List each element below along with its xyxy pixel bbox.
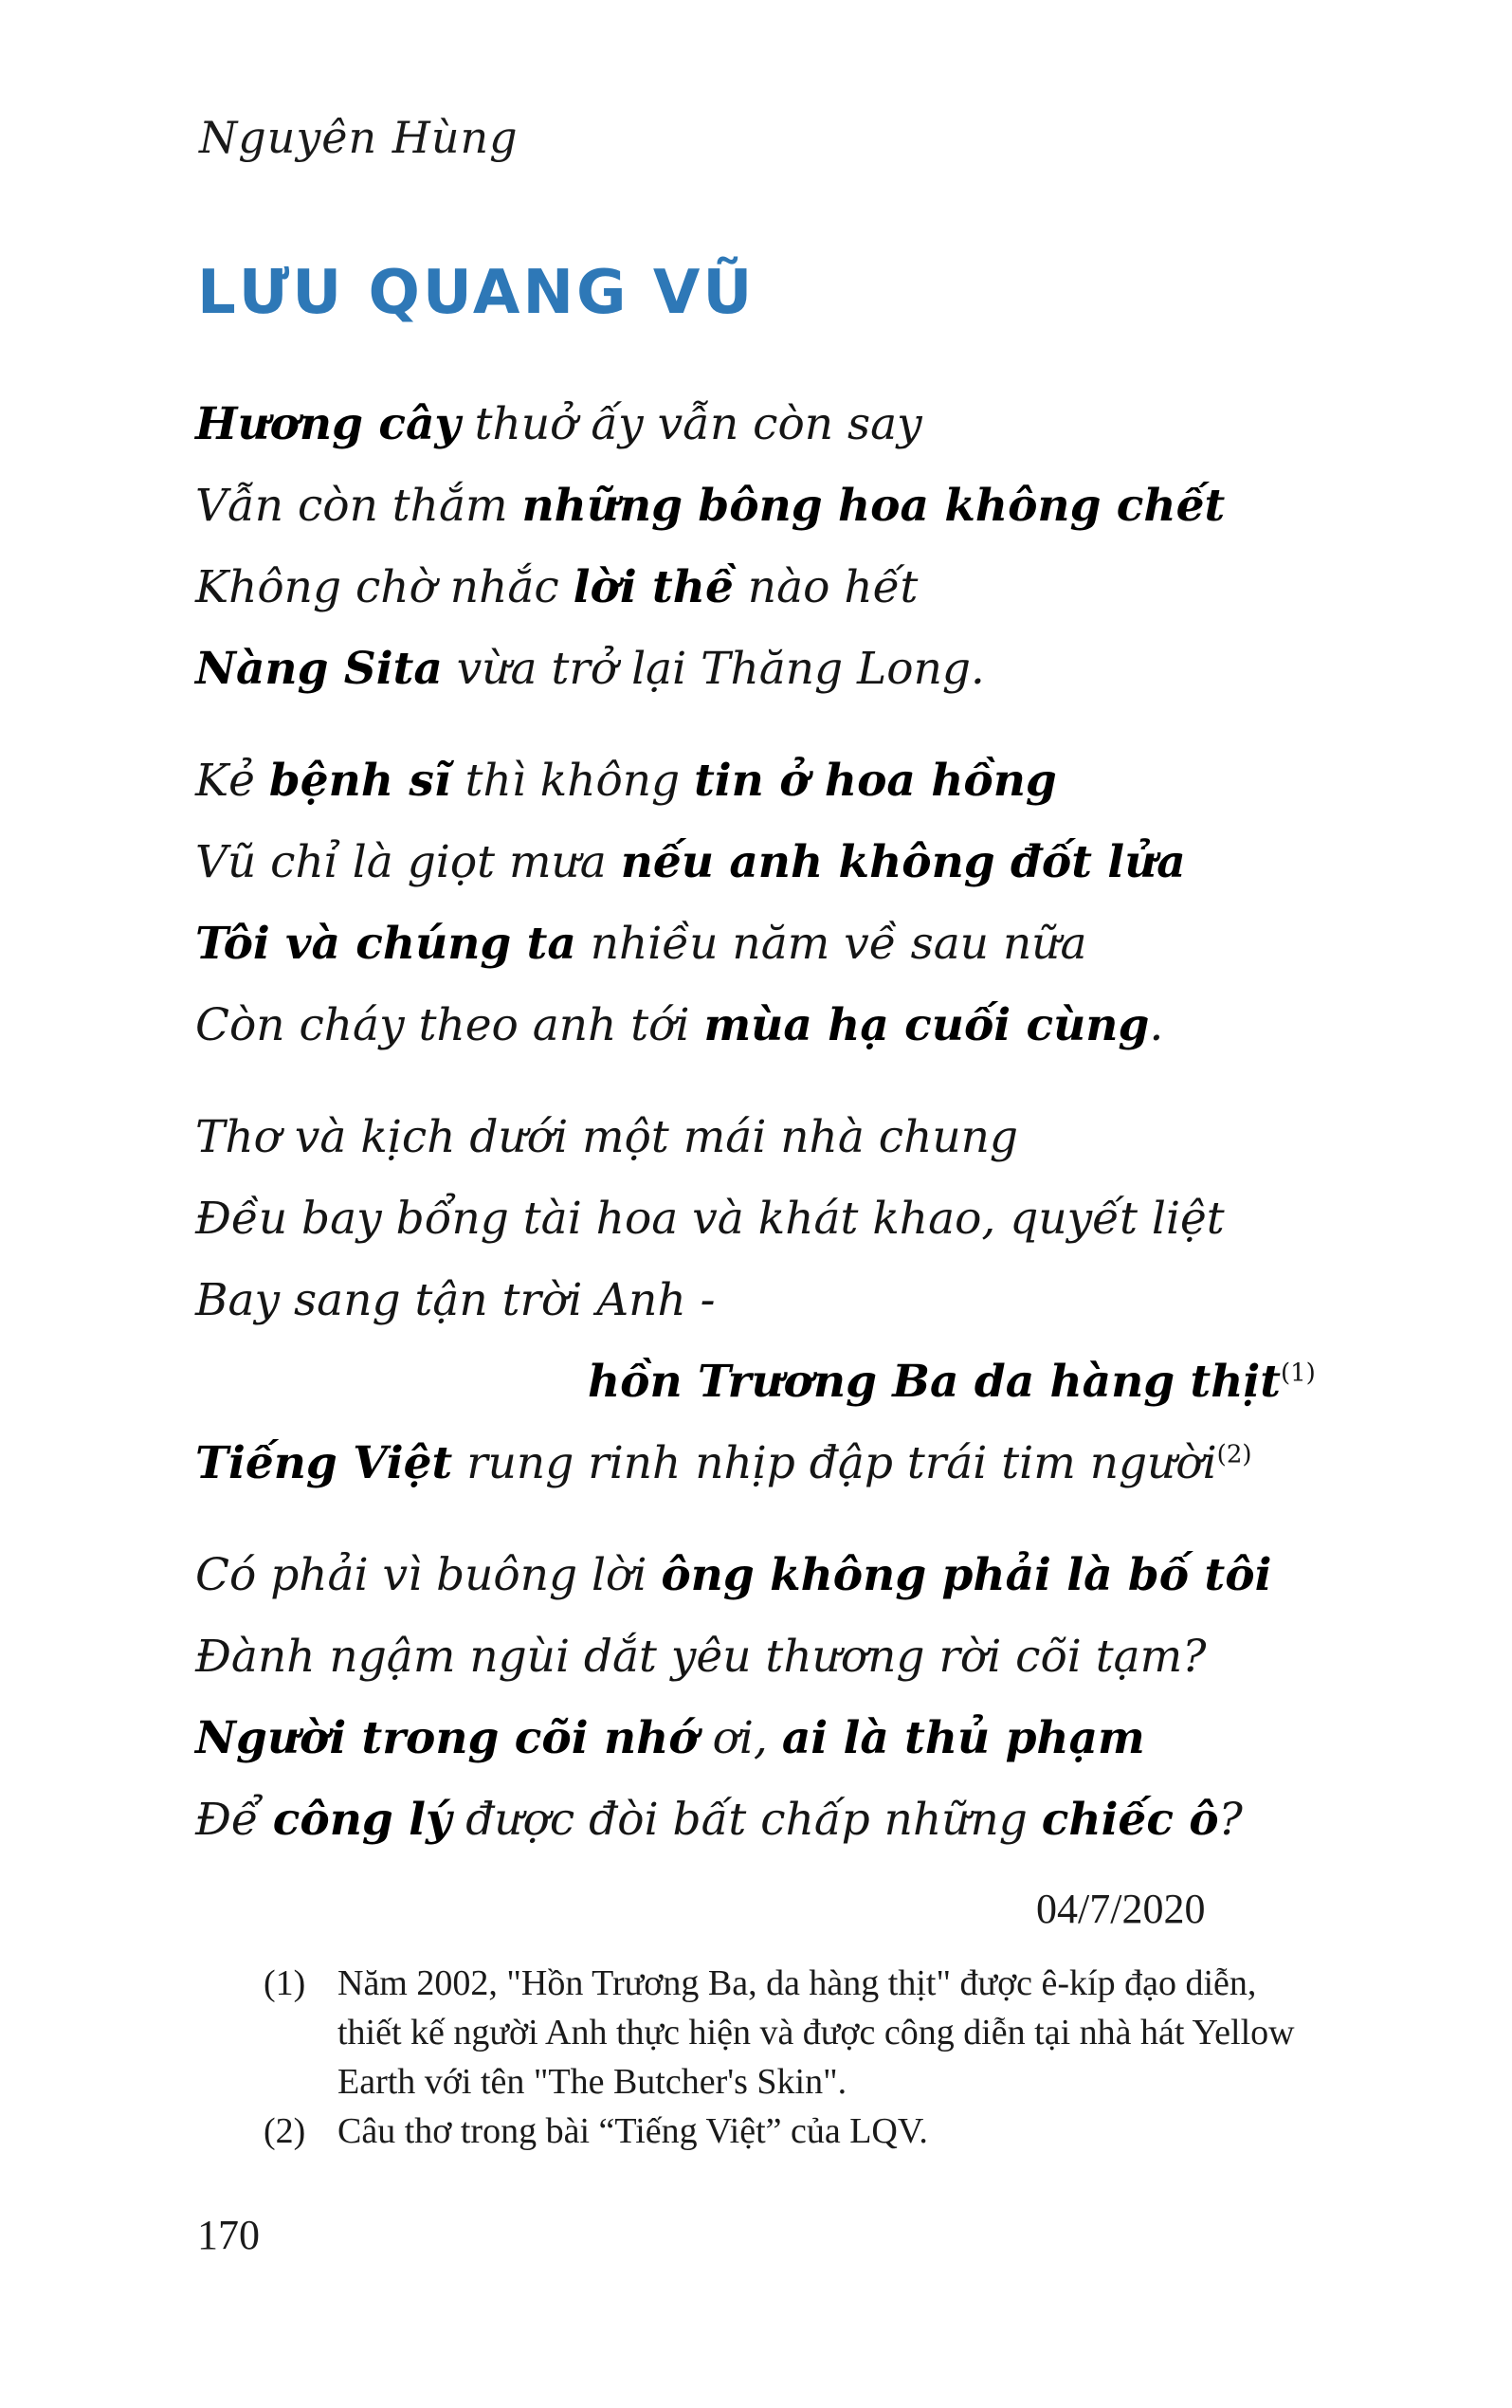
poem-line bbox=[195, 1616, 1333, 1698]
emphasis: Nàng Sita bbox=[195, 643, 443, 695]
line-text: thì không bbox=[450, 755, 695, 807]
stanza-4 bbox=[195, 1535, 1333, 1861]
line-text: Vẫn còn thắm bbox=[195, 480, 522, 532]
poem-line bbox=[195, 822, 1333, 903]
emphasis: hồn Trương Ba da hàng thịt bbox=[588, 1356, 1281, 1408]
poem-line bbox=[195, 384, 1333, 465]
poem-line bbox=[195, 547, 1333, 629]
stanza-3 bbox=[195, 1097, 1333, 1505]
footnote-number: (2) bbox=[264, 2111, 306, 2151]
emphasis: Người trong cõi nhớ bbox=[195, 1712, 699, 1764]
stanza-2 bbox=[195, 740, 1333, 1067]
poem-line bbox=[195, 1260, 1333, 1341]
emphasis: Tôi và chúng ta bbox=[195, 918, 576, 970]
emphasis: tin ở hoa hồng bbox=[694, 755, 1057, 807]
footnote-ref[interactable]: (2) bbox=[1216, 1440, 1252, 1469]
emphasis: Tiếng Việt bbox=[195, 1437, 453, 1489]
emphasis: bệnh sĩ bbox=[268, 755, 451, 807]
poem-line-indented bbox=[195, 1341, 1333, 1423]
line-text: Kẻ bbox=[195, 755, 269, 807]
line-text: Còn cháy theo anh tới bbox=[195, 999, 704, 1051]
line-text: Để bbox=[195, 1794, 273, 1846]
emphasis: nếu anh không đốt lửa bbox=[620, 836, 1186, 888]
footnote-number: (1) bbox=[264, 1963, 306, 2003]
poem-line bbox=[195, 903, 1333, 985]
emphasis: mùa hạ cuối cùng bbox=[703, 999, 1150, 1051]
poem-line bbox=[195, 1779, 1333, 1861]
poem-line bbox=[195, 465, 1333, 547]
emphasis: ai là thủ phạm bbox=[781, 1712, 1145, 1764]
footnote-item bbox=[264, 2107, 1306, 2156]
poem-line bbox=[195, 1423, 1333, 1505]
line-text: nhiều năm về sau nữa bbox=[575, 918, 1087, 970]
poem-line bbox=[195, 1178, 1333, 1260]
line-text: Bay sang tận trời Anh - bbox=[195, 1274, 716, 1326]
poem-line bbox=[195, 1097, 1333, 1178]
line-text: vừa trở lại Thăng Long. bbox=[442, 643, 985, 695]
emphasis: công lý bbox=[272, 1794, 452, 1846]
poem-date: 04/7/2020 bbox=[1036, 1886, 1206, 1932]
line-text: Không chờ nhắc bbox=[195, 561, 574, 613]
poem-title: LƯU QUANG VŨ bbox=[197, 258, 756, 328]
poem-line bbox=[195, 1535, 1333, 1616]
line-text: ơi, bbox=[698, 1712, 782, 1764]
poem-line bbox=[195, 629, 1333, 710]
line-text: ? bbox=[1218, 1794, 1243, 1846]
line-text: Vũ chỉ là giọt mưa bbox=[195, 836, 621, 888]
emphasis: chiếc ô bbox=[1041, 1794, 1219, 1846]
line-text: nào hết bbox=[733, 561, 919, 613]
footnote-text: Câu thơ trong bài “Tiếng Việt” của LQV. bbox=[337, 2111, 928, 2151]
line-text: . bbox=[1149, 999, 1164, 1051]
line-text: được đòi bất chấp những bbox=[451, 1794, 1042, 1846]
stanza-1 bbox=[195, 384, 1333, 710]
line-text: Có phải vì buông lời bbox=[195, 1549, 662, 1601]
poem-line bbox=[195, 740, 1333, 822]
emphasis: những bông hoa không chết bbox=[521, 480, 1226, 532]
footnote-ref[interactable]: (1) bbox=[1280, 1359, 1316, 1388]
footnotes bbox=[264, 1959, 1306, 2156]
poem-line bbox=[195, 1698, 1333, 1779]
line-text: Thơ và kịch dưới một mái nhà chung bbox=[195, 1111, 1019, 1163]
line-text: Đành ngậm ngùi dắt yêu thương rời cõi tạm? bbox=[195, 1631, 1207, 1683]
line-text: Đều bay bổng tài hoa và khát khao, quyết liệt bbox=[195, 1193, 1225, 1245]
footnote-text: Năm 2002, "Hồn Trương Ba, da hàng thịt" được ê-kíp đạo diễn, thiết kế người Anh thực hiện và được công diễn tại nhà hát Yellow Earth với tên "The Butcher's Skin". bbox=[337, 1963, 1295, 2102]
poem-line bbox=[195, 985, 1333, 1067]
running-header-author: Nguyên Hùng bbox=[199, 112, 519, 163]
emphasis: lời thề bbox=[573, 561, 734, 613]
footnote-item bbox=[264, 1959, 1306, 2107]
emphasis: ông không phải là bố tôi bbox=[661, 1549, 1272, 1601]
poem-body bbox=[195, 384, 1333, 1891]
line-text: rung rinh nhịp đập trái tim người bbox=[452, 1437, 1217, 1489]
emphasis: Hương cây bbox=[195, 398, 461, 450]
page-number: 170 bbox=[197, 2212, 260, 2258]
line-text: thuở ấy vẫn còn say bbox=[460, 398, 922, 450]
